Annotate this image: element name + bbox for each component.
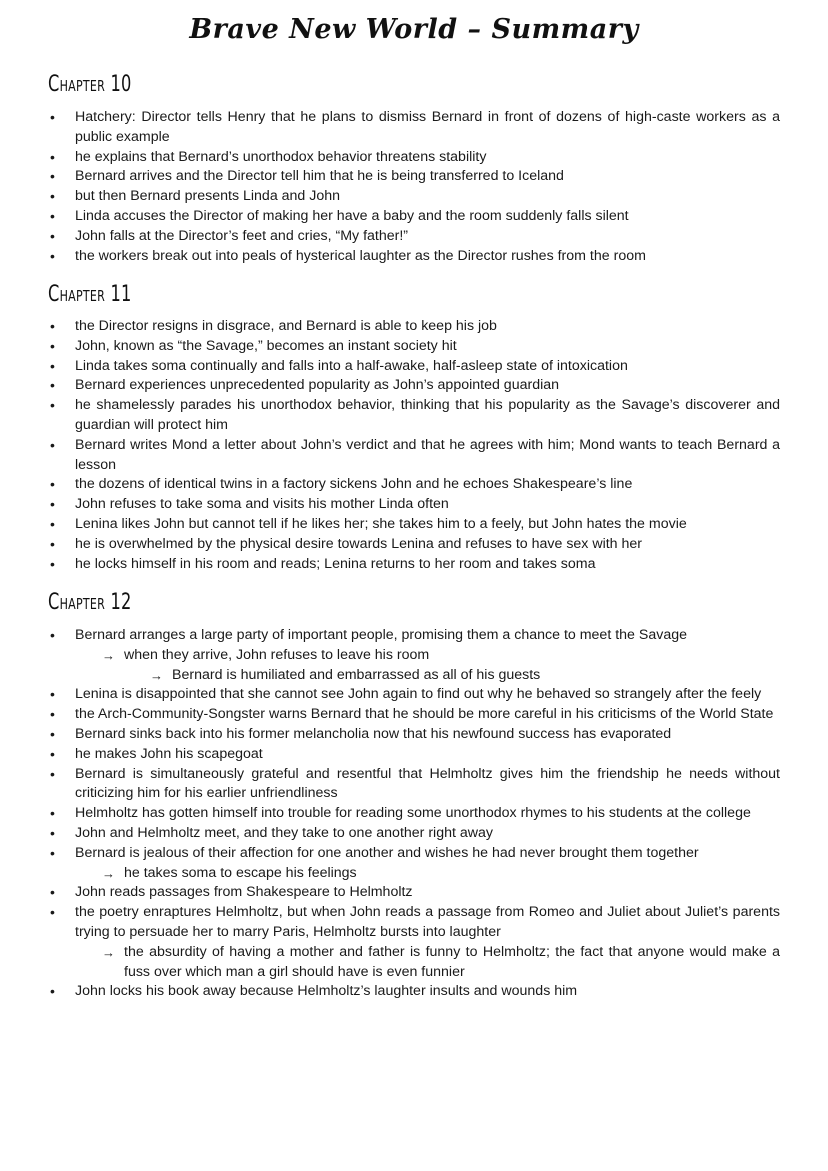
list-item: • Lenina likes John but cannot tell if he likes her; she takes him to a feely, but John hates the movie <box>0 515 828 535</box>
chapter-12-list <box>0 626 828 1002</box>
bullet-icon: • <box>50 535 55 552</box>
list-item: • Helmholtz has gotten himself into trouble for reading some unorthodox rhymes to his students at the college <box>0 804 828 824</box>
list-item: • the workers break out into peals of hysterical laughter as the Director rushes from the room <box>0 247 828 267</box>
bullet-icon: • <box>50 148 55 165</box>
bullet-icon: • <box>50 357 55 374</box>
sub-sub-list-item: → Bernard is humiliated and embarrassed as all of his guests <box>0 666 828 686</box>
bullet-icon: • <box>50 824 55 841</box>
list-item: • the Director resigns in disgrace, and Bernard is able to keep his job <box>0 317 828 337</box>
list-item: • John and Helmholtz meet, and they take to one another right away <box>0 824 828 844</box>
list-item: • Linda accuses the Director of making her have a baby and the room suddenly falls silent <box>0 207 828 227</box>
list-item: • John, known as “the Savage,” becomes an instant society hit <box>0 337 828 357</box>
bullet-icon: • <box>50 247 55 264</box>
bullet-icon: • <box>50 109 55 125</box>
sub-list-item: → he takes soma to escape his feelings <box>0 864 828 884</box>
list-item: • John falls at the Director’s feet and cries, “My father!” <box>0 227 828 247</box>
list-item: • the Arch-Community-Songster warns Bernard that he should be more careful in his criticisms of the World State <box>0 705 828 725</box>
list-item: • Lenina is disappointed that she cannot see John again to find out why he behaved so strangely after the feely <box>0 685 828 705</box>
list-item: • the dozens of identical twins in a factory sickens John and he echoes Shakespeare’s line <box>0 475 828 495</box>
bullet-icon: • <box>50 805 55 822</box>
list-item: • the poetry enraptures Helmholtz, but when John reads a passage from Romeo and Juliet about Juliet’s parents trying to persuade her to marry Paris, Helmholtz bursts into laughter <box>50 904 780 940</box>
list-item: • he locks himself in his room and reads; Lenina returns to her room and takes soma <box>0 555 828 575</box>
arrow-right-icon: → <box>150 667 163 683</box>
list-item: • Bernard writes Mond a letter about John’s verdict and that he agrees with him; Mond wants to teach Bernard a lesson <box>50 436 780 473</box>
bullet-icon: • <box>50 168 55 185</box>
bullet-icon: • <box>50 188 55 205</box>
list-item: • Bernard arranges a large party of important people, promising them a chance to meet the Savage <box>0 626 828 646</box>
list-item: • he explains that Bernard’s unorthodox behavior threatens stability <box>0 148 828 168</box>
bullet-icon: • <box>50 627 55 643</box>
list-item: • Bernard experiences unprecedented popularity as John’s appointed guardian <box>0 376 828 396</box>
bullet-icon: • <box>50 377 55 394</box>
document-title: Brave New World – Summary <box>189 14 639 45</box>
arrow-right-icon: → <box>102 865 115 881</box>
bullet-icon: • <box>50 745 55 762</box>
bullet-icon: • <box>50 436 55 453</box>
bullet-icon: • <box>50 207 55 224</box>
bullet-icon: • <box>50 515 55 532</box>
bullet-icon: • <box>50 904 55 921</box>
list-item: • Bernard sinks back into his former melancholia now that his newfound success has evaporated <box>0 725 828 745</box>
chapter-10-heading: Chapter 10 <box>48 72 132 97</box>
bullet-icon: • <box>50 884 55 901</box>
bullet-icon: • <box>50 555 55 572</box>
list-item: • Bernard is jealous of their affection for one another and wishes he had never brought them together <box>0 844 828 864</box>
list-item: • John locks his book away because Helmholtz’s laughter insults and wounds him <box>0 982 828 1002</box>
bullet-icon: • <box>50 844 55 861</box>
chapter-11-list <box>0 317 828 574</box>
chapter-12-heading: Chapter 12 <box>48 590 132 615</box>
list-item: • John refuses to take soma and visits his mother Linda often <box>0 495 828 515</box>
bullet-icon: • <box>50 686 55 703</box>
list-item: • John reads passages from Shakespeare to Helmholtz <box>0 883 828 903</box>
bullet-icon: • <box>50 476 55 493</box>
bullet-icon: • <box>50 397 55 414</box>
bullet-icon: • <box>50 227 55 244</box>
sub-list-item: → the absurdity of having a mother and father is funny to Helmholtz; the fact that anyone would make a fuss over which man a girl should have is even funnier <box>102 943 780 980</box>
list-item: • Linda takes soma continually and falls into a half-awake, half-asleep state of intoxication <box>0 357 828 377</box>
arrow-right-icon: → <box>102 647 115 663</box>
list-item: • he makes John his scapegoat <box>0 745 828 765</box>
bullet-icon: • <box>50 983 55 1000</box>
bullet-icon: • <box>50 765 55 782</box>
arrow-right-icon: → <box>102 944 115 960</box>
list-item: • he is overwhelmed by the physical desire towards Lenina and refuses to have sex with her <box>0 535 828 555</box>
list-item: • but then Bernard presents Linda and John <box>0 187 828 207</box>
bullet-icon: • <box>50 496 55 513</box>
list-item: • Bernard arrives and the Director tell him that he is being transferred to Iceland <box>0 167 828 187</box>
list-item: • he shamelessly parades his unorthodox behavior, thinking that his popularity as the Savage’s discoverer and guardian will protect him <box>50 397 780 433</box>
bullet-icon: • <box>50 725 55 742</box>
chapter-11-heading: Chapter 11 <box>48 282 132 307</box>
list-item: • Bernard is simultaneously grateful and resentful that Helmholtz gives him the friendship he needs without criticizing him for his earlier unfriendliness <box>50 765 780 802</box>
bullet-icon: • <box>50 318 55 334</box>
chapter-10-list <box>0 108 828 266</box>
bullet-icon: • <box>50 706 55 723</box>
sub-list-item: → when they arrive, John refuses to leave his room <box>0 646 828 666</box>
list-item: • Hatchery: Director tells Henry that he plans to dismiss Bernard in front of dozens of high-caste workers as a public example <box>50 109 780 145</box>
bullet-icon: • <box>50 337 55 354</box>
